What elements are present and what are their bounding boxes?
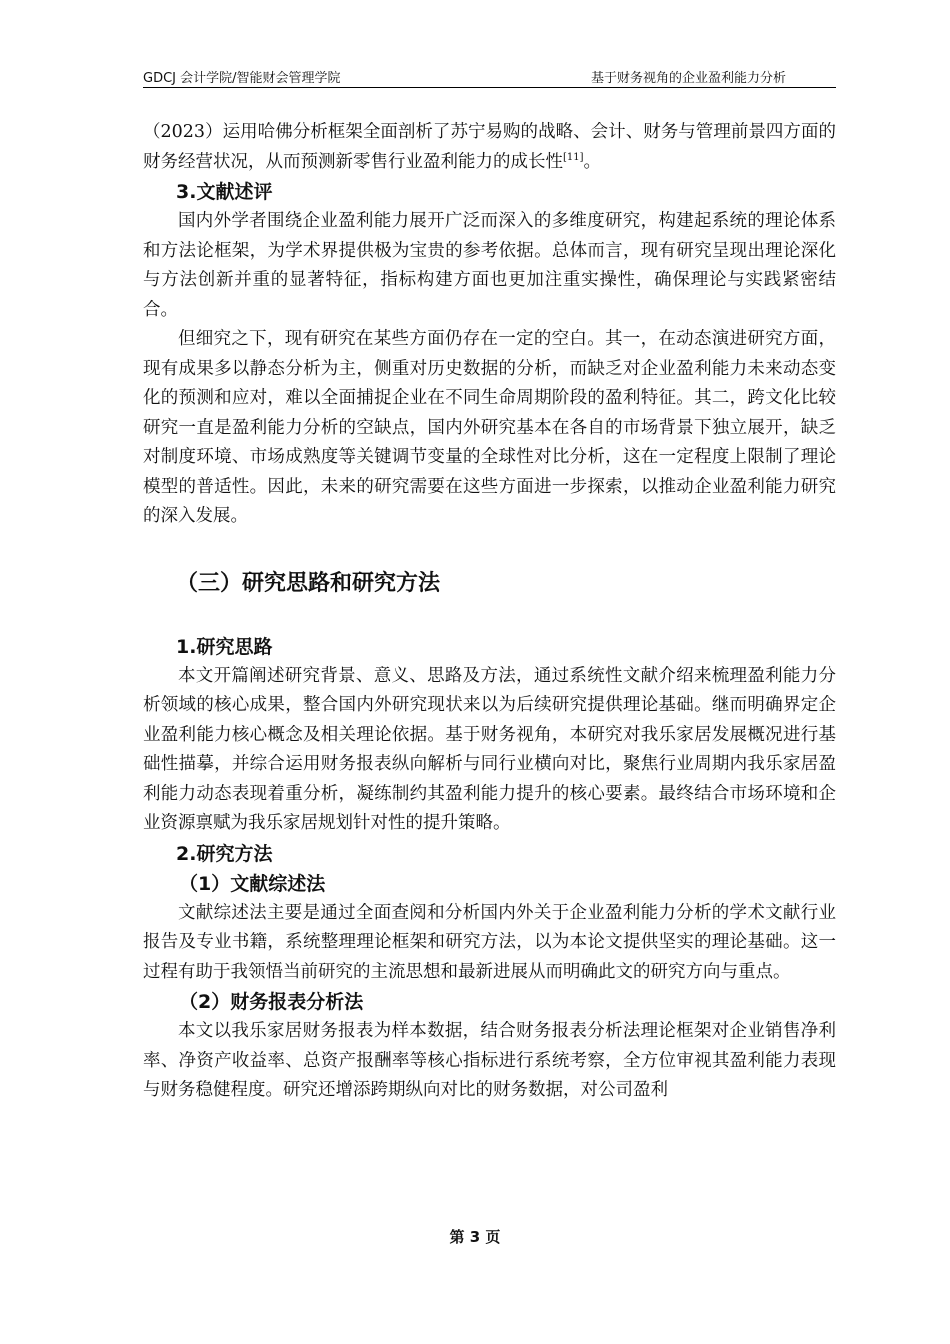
paragraph-end: 。 [583,151,602,172]
page-body [143,118,836,1106]
page-number: 第 3 页 [449,1228,501,1246]
heading-section-3: （三）研究思路和研究方法 [176,570,441,596]
heading-literature-review: 3.文献述评 [176,181,273,203]
header-institution: GDCJ 会计学院/智能财会管理学院 [143,71,341,86]
heading-method-literature: （1）文献综述法 [179,872,326,895]
paragraph-method-financial: 本文以我乐家居财务报表为样本数据，结合财务报表分析法理论框架对企业销售净利率、净资产收益率、总资产报酬率等核心指标进行系统考察，全方位审视其盈利能力表现与财务稳健程度。研究还增添跨期纵向对比的财务数据，对公司盈利 [143,1021,836,1100]
header-paper-title: 基于财务视角的企业盈利能力分析 [590,71,786,86]
paragraph-review-2: 但细究之下，现有研究在某些方面仍存在一定的空白。其一，在动态演进研究方面，现有成果多以静态分析为主，侧重对历史数据的分析，而缺乏对企业盈利能力未来动态变化的预测和应对，难以全面捕捉企业在不同生命周期阶段的盈利特征。其二，跨文化比较研究一直是盈利能力分析的空缺点，国内外研究基本在各自的市场背景下独立展开，缺乏对制度环境、市场成熟度等关键调节变量的全球性对比分析，这在一定程度上限制了理论模型的普适性。因此，未来的研究需要在这些方面进一步探索，以推动企业盈利能力研究的深入发展。 [143,329,836,526]
heading-research-methods: 2.研究方法 [176,842,273,865]
heading-method-financial: （2）财务报表分析法 [179,991,364,1013]
heading-research-idea: 1.研究思路 [176,635,273,658]
citation: [11] [563,151,584,163]
paragraph-method-literature: 文献综述法主要是通过全面查阅和分析国内外关于企业盈利能力分析的学术文献行业报告及专业书籍，系统整理理论框架和研究方法，以为本论文提供坚实的理论基础。这一过程有助于我领悟当前研究的主流思想和最新进展从而明确此文的研究方向与重点。 [143,902,836,982]
paragraph-text: （2023）运用哈佛分析框架全面剖析了苏宁易购的战略、会计、财务与管理前景四方面的财务经营状况，从而预测新零售行业盈利能力的成长性 [143,122,836,172]
running-header [143,65,836,88]
paragraph-research-idea: 本文开篇阐述研究背景、意义、思路及方法，通过系统性文献介绍来梳理盈利能力分析领域的核心成果，整合国内外研究现状来以为后续研究提供理论基础。继而明确界定企业盈利能力核心概念及相关理论依据。基于财务视角，本研究对我乐家居发展概况进行基础性描摹，并综合运用财务报表纵向解析与同行业横向对比，聚焦行业周期内我乐家居盈利能力动态表现着重分析，凝练制约其盈利能力提升的核心要素。最终结合市场环境和企业资源禀赋为我乐家居规划针对性的提升策略。 [143,665,836,833]
paragraph-continuation [143,118,836,177]
paragraph-review-1: 国内外学者围绕企业盈利能力展开广泛而深入的多维度研究，构建起系统的理论体系和方法论框架，为学术界提供极为宝贵的参考依据。总体而言，现有研究呈现出理论深化与方法创新并重的显著特征，指标构建方面也更加注重实操性，确保理论与实践紧密结合。 [143,211,836,320]
